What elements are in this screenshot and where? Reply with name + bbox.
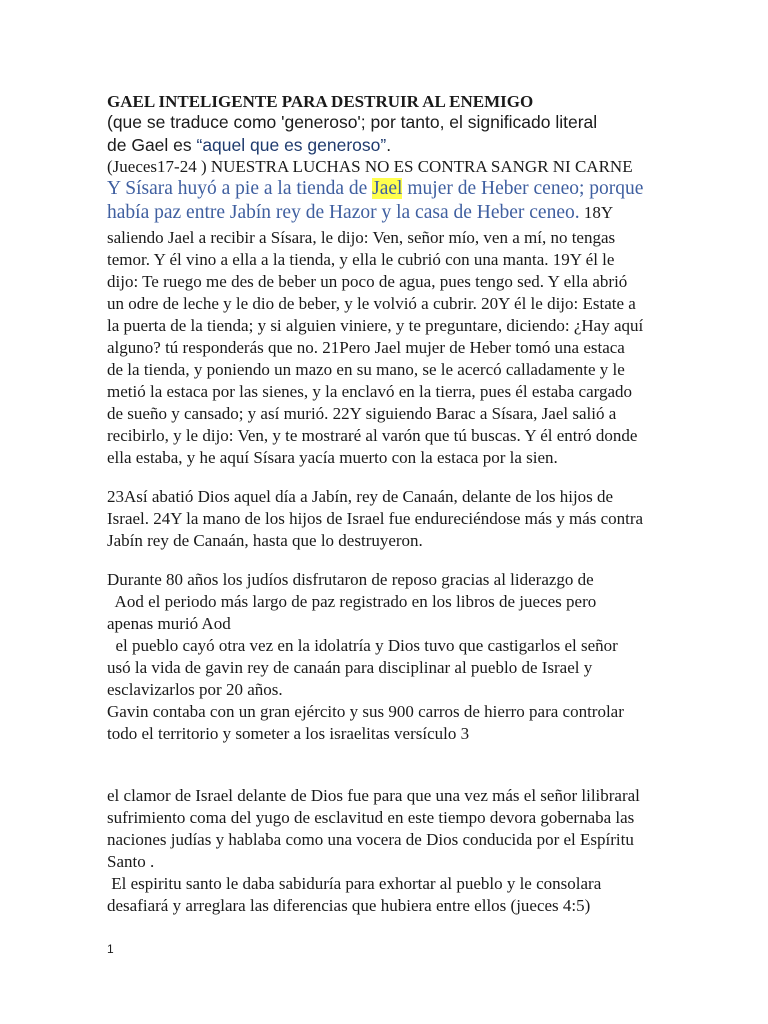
paragraph1-line: de la tienda, y poniendo un mazo en su mano, se le acercó calladamente y le bbox=[107, 360, 625, 379]
paragraph1-line: saliendo Jael a recibir a Sísara, le dijo: Ven, señor mío, ven a mí, no tengas bbox=[107, 228, 616, 247]
paragraph4-line: el clamor de Israel delante de Dios fue para que una vez más el señor lilibraral bbox=[107, 786, 640, 805]
paragraph1-line: dijo: Te ruego me des de beber un poco de agua, pues tengo sed. Y ella abrió bbox=[107, 272, 628, 291]
reference-line: (Jueces17-24 ) NUESTRA LUCHAS NO ES CONTRA SANGR NI CARNE bbox=[107, 157, 633, 176]
paragraph3-line: usó la vida de gavin rey de canaán para disciplinar al pueblo de Israel y bbox=[107, 658, 593, 677]
paragraph3-line: esclavizarlos por 20 años. bbox=[107, 680, 283, 699]
paragraph3-line: Aod el periodo más largo de paz registrado en los libros de jueces pero bbox=[107, 592, 597, 611]
paragraph4-line: El espiritu santo le daba sabiduría para exhortar al pueblo y le consolara bbox=[107, 874, 602, 893]
paragraph1-line: de sueño y cansado; y así murió. 22Y siguiendo Barac a Sísara, Jael salió a bbox=[107, 404, 617, 423]
paragraph4-line: naciones judías y hablaba como una vocera de Dios conducida por el Espíritu bbox=[107, 830, 634, 849]
verse-line-2 bbox=[107, 202, 613, 224]
paragraph3-line: todo el territorio y someter a los israelitas versículo 3 bbox=[107, 724, 470, 743]
paragraph4-line: Santo . bbox=[107, 852, 155, 871]
verse-line-1 bbox=[107, 178, 643, 200]
verse-text-c: había paz entre Jabín rey de Hazor y la casa de Heber ceneo. bbox=[107, 202, 580, 223]
subtitle-end: . bbox=[386, 135, 392, 155]
paragraph1-line: alguno? tú responderás que no. 21Pero Jael mujer de Heber tomó una estaca bbox=[107, 338, 625, 357]
paragraph3-line: apenas murió Aod bbox=[107, 614, 231, 633]
paragraph2-line: Israel. 24Y la mano de los hijos de Israel fue endureciéndose más y más contra bbox=[107, 509, 644, 528]
paragraph2-line: 23Así abatió Dios aquel día a Jabín, rey de Canaán, delante de los hijos de bbox=[107, 487, 614, 506]
highlighted-name: Jael bbox=[372, 178, 403, 199]
paragraph1-line: metió la estaca por las sienes, y la enclavó en la tierra, pues él estaba cargado bbox=[107, 382, 633, 401]
paragraph3-line: Durante 80 años los judíos disfrutaron de reposo gracias al liderazgo de bbox=[107, 570, 594, 589]
verse-text-b: mujer de Heber ceneo; porque bbox=[402, 178, 644, 199]
paragraph1-line: temor. Y él vino a ella a la tienda, y ella le cubrió con una manta. 19Y él le bbox=[107, 250, 615, 269]
verse-number: 18Y bbox=[579, 203, 614, 222]
page-number: 1 bbox=[107, 942, 114, 956]
paragraph3-line: el pueblo cayó otra vez en la idolatría y Dios tuvo que castigarlos el señor bbox=[107, 636, 618, 655]
subtitle-line-2 bbox=[107, 135, 391, 156]
paragraph1-line: ella estaba, y he aquí Sísara yacía muerto con la estaca por la sien. bbox=[107, 448, 558, 467]
verse-text-a: Y Sísara huyó a pie a la tienda de bbox=[107, 178, 373, 199]
paragraph3-line: Gavin contaba con un gran ejército y sus 900 carros de hierro para controlar bbox=[107, 702, 624, 721]
paragraph1-line: la puerta de la tienda; y si alguien viniere, y te preguntare, diciendo: ¿Hay aquí bbox=[107, 316, 644, 335]
paragraph4-line: sufrimiento coma del yugo de esclavitud en este tiempo devora gobernaba las bbox=[107, 808, 635, 827]
paragraph4-line: desafiará y arreglara las diferencias que hubiera entre ellos (jueces 4:5) bbox=[107, 896, 591, 915]
subtitle-quote: “aquel que es generoso” bbox=[196, 135, 387, 155]
paragraph2-line: Jabín rey de Canaán, hasta que lo destruyeron. bbox=[107, 531, 423, 550]
paragraph1-line: recibirlo, y le dijo: Ven, y te mostraré al varón que tú buscas. Y él entró donde bbox=[107, 426, 638, 445]
page-title: GAEL INTELIGENTE PARA DESTRUIR AL ENEMIGO bbox=[107, 92, 534, 111]
paragraph1-line: un odre de leche y le dio de beber, y le volvió a cubrir. 20Y él le dijo: Estate a bbox=[107, 294, 636, 313]
subtitle-text: de Gael es bbox=[107, 135, 197, 155]
subtitle-line-1: (que se traduce como 'generoso'; por tanto, el significado literal bbox=[107, 112, 598, 132]
